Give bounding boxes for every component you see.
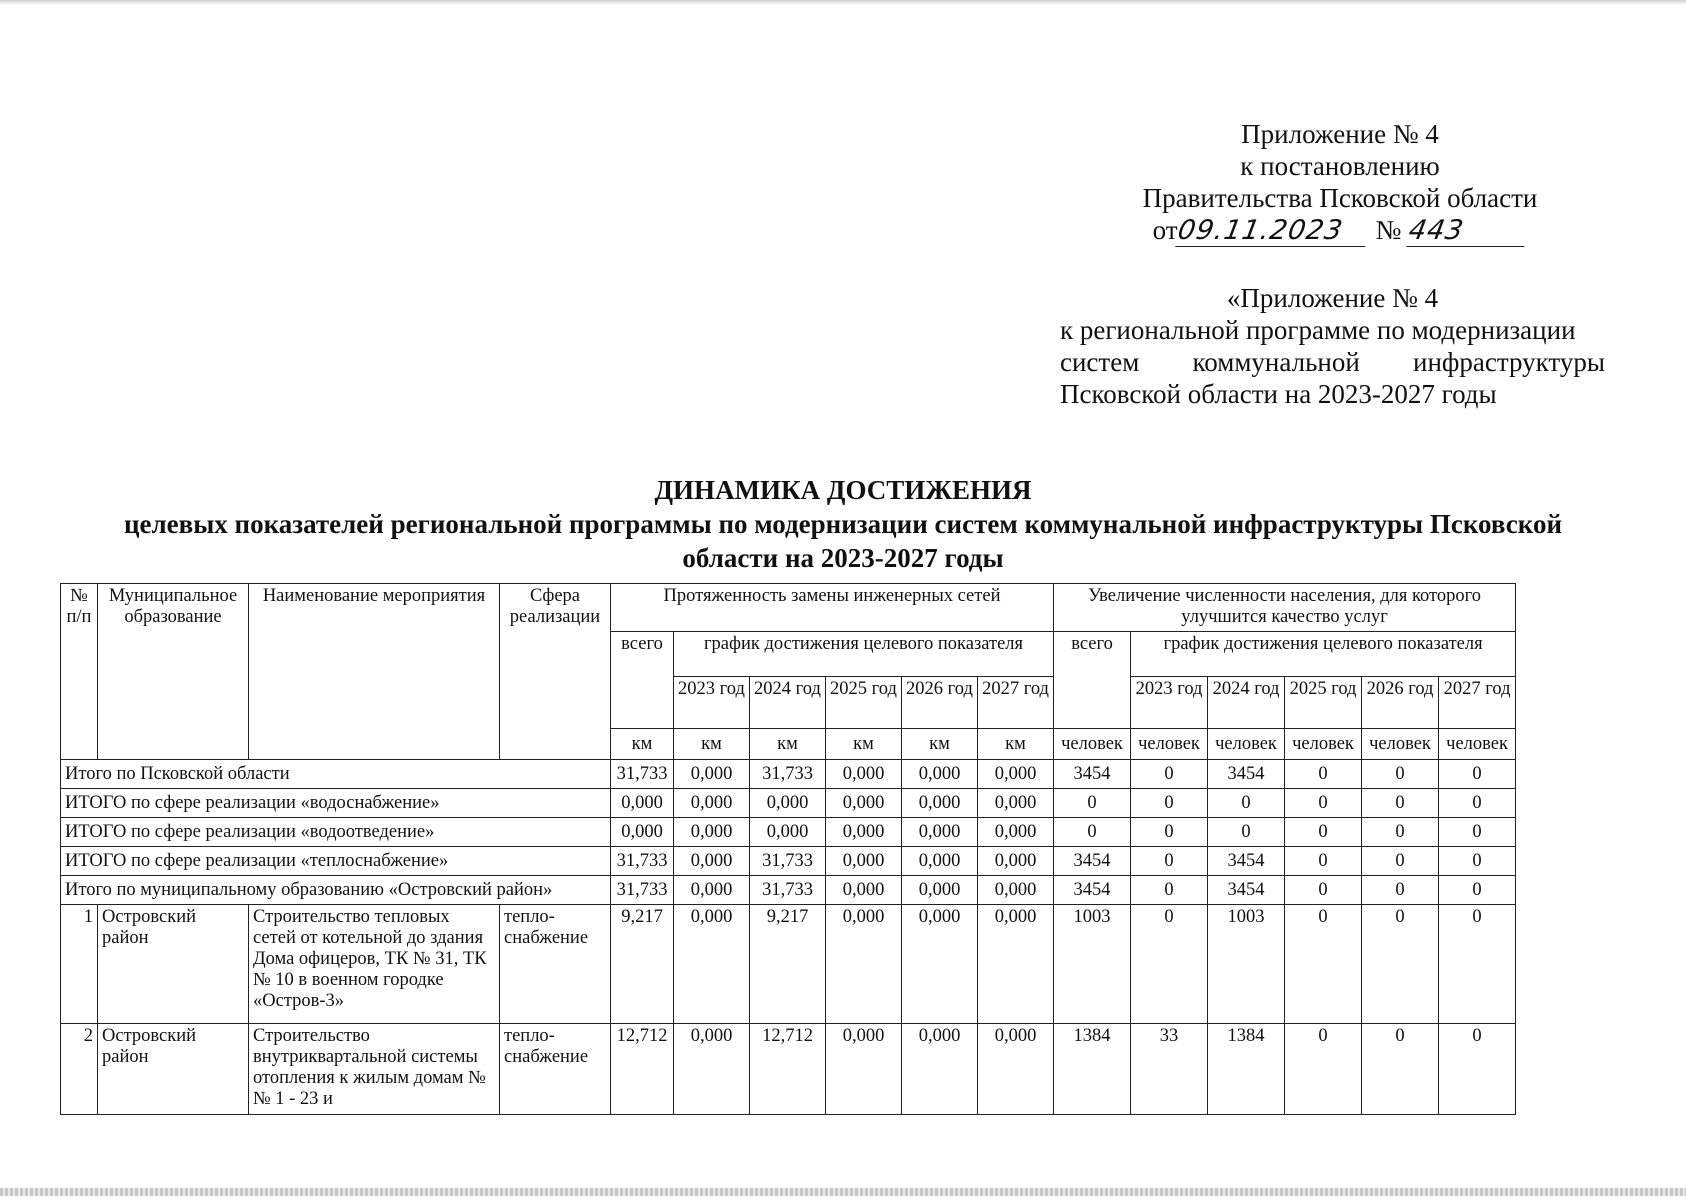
people-value: 0 xyxy=(1362,760,1439,789)
summary-label: Итого по муниципальному образованию «Островский район» xyxy=(61,876,611,905)
handwritten-number: 443 xyxy=(1407,216,1530,247)
people-value: 0 xyxy=(1439,847,1516,876)
header-signature-line xyxy=(1120,214,1560,247)
km-value: 0,000 xyxy=(611,818,674,847)
summary-row xyxy=(61,818,1686,847)
row-number: 2 xyxy=(61,1024,98,1115)
people-value: 1384 xyxy=(1208,1024,1285,1115)
header-length-group: Протяженность замены инженерных сетей xyxy=(611,584,1054,632)
km-value: 0,000 xyxy=(902,818,978,847)
header-population-total: всего xyxy=(1054,632,1131,729)
people-value: 0 xyxy=(1285,818,1362,847)
people-value: 0 xyxy=(1439,760,1516,789)
unit-people: человек xyxy=(1362,729,1439,760)
title-line-2: целевых показателей региональной программы по модернизации систем коммунальной инфраструктуры Псковской xyxy=(123,509,1563,539)
people-value: 1003 xyxy=(1054,905,1131,1024)
header-year: 2023 год xyxy=(1131,677,1208,729)
people-value: 0 xyxy=(1439,876,1516,905)
km-value: 31,733 xyxy=(611,876,674,905)
unit-people: человек xyxy=(1285,729,1362,760)
people-value: 3454 xyxy=(1208,876,1285,905)
people-value: 0 xyxy=(1285,847,1362,876)
people-value: 0 xyxy=(1362,847,1439,876)
km-value: 31,733 xyxy=(750,847,826,876)
amendment-word: коммунальной xyxy=(1192,347,1360,377)
unit-km: км xyxy=(611,729,674,760)
km-value: 31,733 xyxy=(750,876,826,905)
km-value: 0,000 xyxy=(750,789,826,818)
amendment-line-3 xyxy=(1060,346,1605,378)
km-value: 0,000 xyxy=(826,905,902,1024)
people-value: 3454 xyxy=(1054,760,1131,789)
km-value: 31,733 xyxy=(611,760,674,789)
km-value: 0,000 xyxy=(674,789,750,818)
document-title xyxy=(60,473,1626,575)
unit-km: км xyxy=(674,729,750,760)
header-line-3: Правительства Псковской области xyxy=(1142,183,1538,213)
km-value: 0,000 xyxy=(750,818,826,847)
amendment-note xyxy=(1060,282,1605,410)
people-value: 0 xyxy=(1362,789,1439,818)
km-value: 0,000 xyxy=(674,905,750,1024)
header-year: 2023 год xyxy=(674,677,750,729)
header-line-2: к постановлению xyxy=(1240,151,1440,181)
header-num: № п/п xyxy=(61,584,98,760)
km-value: 0,000 xyxy=(826,789,902,818)
km-value: 0,000 xyxy=(826,876,902,905)
scan-edge-bottom xyxy=(0,1188,1686,1196)
amendment-word: систем xyxy=(1060,347,1140,377)
summary-label: Итого по Псковской области xyxy=(61,760,611,789)
unit-km: км xyxy=(902,729,978,760)
header-length-total: всего xyxy=(611,632,674,729)
km-value: 0,000 xyxy=(826,1024,902,1115)
km-value: 0,000 xyxy=(978,760,1054,789)
unit-km: км xyxy=(826,729,902,760)
km-value: 0,000 xyxy=(978,847,1054,876)
people-value: 0 xyxy=(1131,760,1208,789)
km-value: 0,000 xyxy=(902,905,978,1024)
people-value: 3454 xyxy=(1208,847,1285,876)
km-value: 0,000 xyxy=(902,876,978,905)
header-population-group: Увеличение численности населения, для которого улучшится качество услуг xyxy=(1054,584,1516,632)
km-value: 0,000 xyxy=(978,818,1054,847)
people-value: 0 xyxy=(1054,818,1131,847)
km-value: 0,000 xyxy=(826,760,902,789)
km-value: 12,712 xyxy=(750,1024,826,1115)
km-value: 9,217 xyxy=(611,905,674,1024)
header-year: 2025 год xyxy=(826,677,902,729)
unit-people: человек xyxy=(1208,729,1285,760)
unit-people: человек xyxy=(1439,729,1516,760)
km-value: 0,000 xyxy=(674,847,750,876)
header-year: 2024 год xyxy=(750,677,826,729)
people-value: 0 xyxy=(1439,789,1516,818)
people-value: 0 xyxy=(1285,760,1362,789)
km-value: 0,000 xyxy=(978,1024,1054,1115)
people-value: 0 xyxy=(1439,905,1516,1024)
people-value: 3454 xyxy=(1054,847,1131,876)
row-sphere: тепло-снабжение xyxy=(500,1024,611,1115)
unit-people: человек xyxy=(1054,729,1131,760)
amendment-line-1: «Приложение № 4 xyxy=(1226,283,1439,313)
approval-header xyxy=(1120,118,1560,247)
people-value: 33 xyxy=(1131,1024,1208,1115)
people-value: 1384 xyxy=(1054,1024,1131,1115)
km-value: 9,217 xyxy=(750,905,826,1024)
header-year: 2026 год xyxy=(1362,677,1439,729)
row-event: Строительство внутриквартальной системы отопления к жилым домам №№ 1 - 23 и xyxy=(249,1024,500,1115)
amendment-line-2: к региональной программе по модернизации xyxy=(1060,315,1576,345)
km-value: 0,000 xyxy=(674,760,750,789)
header-event: Наименование мероприятия xyxy=(249,584,500,760)
header-year: 2027 год xyxy=(1439,677,1516,729)
people-value: 0 xyxy=(1285,789,1362,818)
table-row xyxy=(61,1024,1686,1115)
title-line-3: области на 2023-2027 годы xyxy=(682,543,1004,573)
km-value: 31,733 xyxy=(750,760,826,789)
km-value: 0,000 xyxy=(674,1024,750,1115)
people-value: 0 xyxy=(1362,905,1439,1024)
people-value: 0 xyxy=(1362,818,1439,847)
unit-km: км xyxy=(750,729,826,760)
summary-label: ИТОГО по сфере реализации «теплоснабжение» xyxy=(61,847,611,876)
people-value: 0 xyxy=(1208,789,1285,818)
header-year: 2026 год xyxy=(902,677,978,729)
row-event: Строительство тепловых сетей от котельной до здания Дома офицеров, ТК № 31, ТК № 10 в военном городке «Остров-3» xyxy=(249,905,500,1024)
people-value: 0 xyxy=(1054,789,1131,818)
table-row xyxy=(61,905,1686,1024)
header-municipality: Муниципальное образование xyxy=(98,584,249,760)
amendment-line-4: Псковской области на 2023-2027 годы xyxy=(1060,379,1497,409)
km-value: 0,000 xyxy=(978,789,1054,818)
people-value: 0 xyxy=(1285,1024,1362,1115)
item-rows xyxy=(61,905,1686,1115)
km-value: 0,000 xyxy=(674,818,750,847)
people-value: 0 xyxy=(1285,876,1362,905)
header-length-schedule: график достижения целевого показателя xyxy=(674,632,1054,677)
header-population-schedule: график достижения целевого показателя xyxy=(1131,632,1516,677)
people-value: 0 xyxy=(1362,1024,1439,1115)
km-value: 0,000 xyxy=(674,876,750,905)
row-municipality: Островский район xyxy=(98,905,249,1024)
people-value: 0 xyxy=(1439,818,1516,847)
km-value: 31,733 xyxy=(611,847,674,876)
people-value: 0 xyxy=(1131,847,1208,876)
summary-row xyxy=(61,847,1686,876)
people-value: 0 xyxy=(1131,789,1208,818)
table-header-row xyxy=(61,584,1686,632)
people-value: 0 xyxy=(1362,876,1439,905)
row-sphere: тепло-снабжение xyxy=(500,905,611,1024)
people-value: 0 xyxy=(1285,905,1362,1024)
header-year: 2025 год xyxy=(1285,677,1362,729)
header-year: 2027 год xyxy=(978,677,1054,729)
row-number: 1 xyxy=(61,905,98,1024)
km-value: 0,000 xyxy=(826,818,902,847)
km-value: 12,712 xyxy=(611,1024,674,1115)
amendment-word: инфраструктуры xyxy=(1413,347,1605,377)
people-value: 0 xyxy=(1208,818,1285,847)
people-value: 1003 xyxy=(1208,905,1285,1024)
handwritten-date: 09.11.2023 xyxy=(1175,216,1370,247)
people-value: 0 xyxy=(1131,818,1208,847)
km-value: 0,000 xyxy=(978,876,1054,905)
km-value: 0,000 xyxy=(826,847,902,876)
unit-people: человек xyxy=(1131,729,1208,760)
summary-label: ИТОГО по сфере реализации «водоснабжение» xyxy=(61,789,611,818)
header-sphere: Сфера реализации xyxy=(500,584,611,760)
header-line-1: Приложение № 4 xyxy=(1241,119,1439,149)
people-value: 3454 xyxy=(1054,876,1131,905)
km-value: 0,000 xyxy=(902,1024,978,1115)
km-value: 0,000 xyxy=(611,789,674,818)
km-value: 0,000 xyxy=(902,760,978,789)
summary-row xyxy=(61,876,1686,905)
people-value: 3454 xyxy=(1208,760,1285,789)
summary-row xyxy=(61,789,1686,818)
summary-label: ИТОГО по сфере реализации «водоотведение» xyxy=(61,818,611,847)
km-value: 0,000 xyxy=(902,847,978,876)
summary-row xyxy=(61,760,1686,789)
people-value: 0 xyxy=(1131,905,1208,1024)
people-value: 0 xyxy=(1439,1024,1516,1115)
unit-km: км xyxy=(978,729,1054,760)
scan-edge-top xyxy=(0,0,1686,5)
row-municipality: Островский район xyxy=(98,1024,249,1115)
header-year: 2024 год xyxy=(1208,677,1285,729)
summary-rows xyxy=(61,760,1686,905)
title-line-1: ДИНАМИКА ДОСТИЖЕНИЯ xyxy=(654,475,1032,505)
indicators-table xyxy=(60,583,1686,1115)
km-value: 0,000 xyxy=(902,789,978,818)
km-value: 0,000 xyxy=(978,905,1054,1024)
from-label: от xyxy=(1152,215,1178,245)
number-label: № xyxy=(1375,215,1402,245)
people-value: 0 xyxy=(1131,876,1208,905)
